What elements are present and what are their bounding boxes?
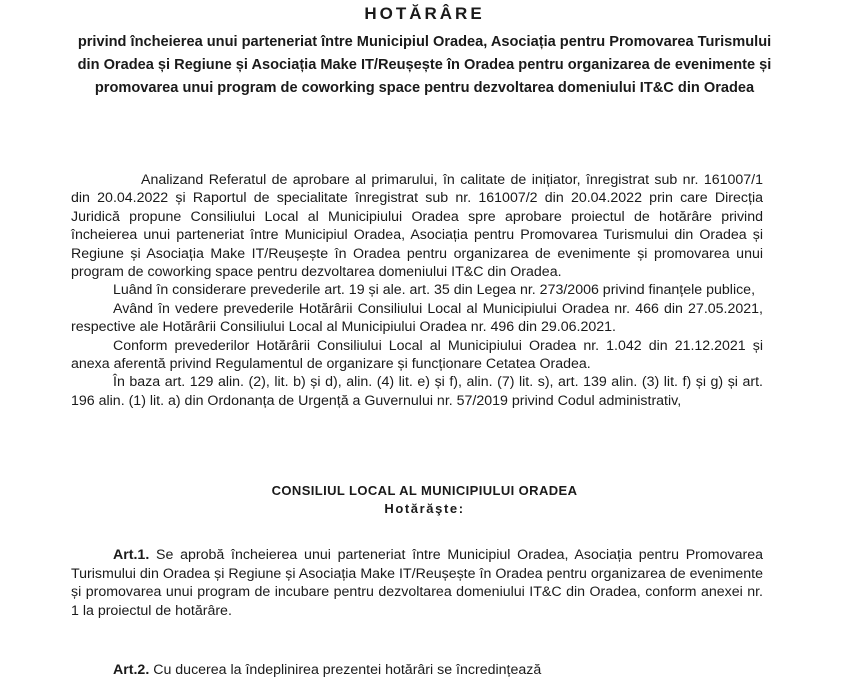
article-1-text: Se aprobă încheierea unui parteneriat între Municipiul Oradea, Asociația pentru Promovarea Turismului din Oradea și Regiune și Asociația Make IT/Reușește în Oradea pentru organizarea de evenimente și promovarea unui program de incubare pentru dezvoltarea domeniului IT&C din Oradea, conform anexei nr. 1 la proiectul de hotărâre. xyxy=(71,547,763,619)
article-2 xyxy=(113,662,541,678)
document-title: HOTĂRÂRE xyxy=(364,4,485,23)
article-2-text: Cu ducerea la îndeplinirea prezentei hotărâri se încredințează xyxy=(149,662,542,678)
preamble xyxy=(71,171,763,410)
article-1-label: Art.1. xyxy=(113,547,150,563)
council-heading: CONSILIUL LOCAL AL MUNICIPIULUI ORADEA xyxy=(271,483,578,498)
preamble-paragraph: În baza art. 129 alin. (2), lit. b) și d), alin. (4) lit. e) și f), alin. (7) lit. s), art. 139 alin. (3) lit. f) și g) și art. 196 alin. (1) lit. a) din Ordonanța de Urgență a Guvernului nr. 57/2019 privind Codul administrativ, xyxy=(71,374,763,409)
preamble-paragraph: Luând în considerare prevederile art. 19 și ale. art. 35 din Legea nr. 273/2006 privind finanțele publice, xyxy=(113,282,756,299)
preamble-paragraph: Având în vedere prevederile Hotărârii Consiliului Local al Municipiului Oradea nr. 466 din 27.05.2021, respective ale Hotărârii Consiliului Local al Municipiului Oradea nr. 496 din 29.06.2021. xyxy=(71,300,763,336)
document-subtitle: privind încheierea unui parteneriat între Municipiul Oradea, Asociația pentru Promovarea Turismului din Oradea și Regiune și Asociația Make IT/Reușește în Oradea pentru organizarea de evenimente și promovarea unui program de coworking space pentru dezvoltarea domeniului IT&C din Oradea xyxy=(77,34,772,96)
preamble-paragraph: Analizand Referatul de aprobare al primarului, în calitate de inițiator, înregistrat sub nr. 161007/1 din 20.04.2022 și Raportul de specialitate înregistrat sub nr. 161007/2 din 20.04.2022 prin care Direcția Juridică propune Consiliului Local al Municipiului Oradea spre aprobare proiectul de hotărâre privind încheierea unui parteneriat între Municipiul Oradea, Asociația pentru Promovarea Turismului din Oradea și Regiune și Asociația Make IT/Reușește în Oradea pentru organizarea de evenimente și promovarea unui program de coworking space pentru dezvoltarea domeniului IT&C din Oradea. xyxy=(71,172,763,281)
article-1 xyxy=(71,546,763,620)
preamble-paragraph: Conform prevederilor Hotărârii Consiliului Local al Municipiului Oradea nr. 1.042 din 21.12.2021 și anexa aferentă privind Regulamentul de organizare și funcționare Cetatea Oradea. xyxy=(71,337,763,373)
article-2-label: Art.2. xyxy=(113,662,150,678)
decides-heading: Hotărăşte: xyxy=(384,501,465,516)
